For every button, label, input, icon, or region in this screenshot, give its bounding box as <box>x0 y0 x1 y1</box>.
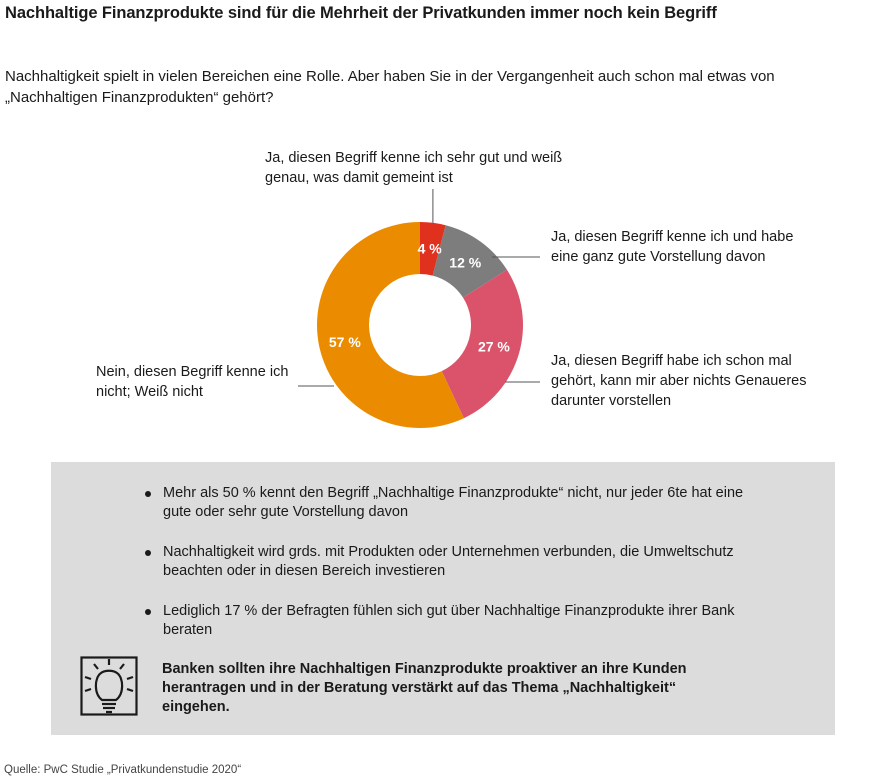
bullet-dot-icon <box>145 491 151 497</box>
insight-bullet-text: Mehr als 50 % kennt den Begriff „Nachhaltige Finanzprodukte“ nicht, nur jeder 6te hat eine gute oder sehr gute Vorstellung davon <box>163 485 744 520</box>
category-label-very-good: Ja, diesen Begriff kenne ich sehr gut und weiß genau, was damit gemeint ist <box>265 150 563 186</box>
insight-bullet <box>145 484 745 522</box>
value-label-heard-of: 27 % <box>477 338 510 355</box>
insight-bullets <box>145 484 745 661</box>
category-label-good: Ja, diesen Begriff kenne ich und habe eine ganz gute Vorstellung davon <box>551 229 794 265</box>
insight-bullet <box>145 602 745 640</box>
value-label-very-good: 4 % <box>417 240 442 257</box>
survey-question: Nachhaltigkeit spielt in vielen Bereichen eine Rolle. Aber haben Sie in der Vergangenheit auch schon mal etwas von „Nachhaltigen Finanzprodukten“ gehört? <box>5 68 775 106</box>
category-label-heard-of: Ja, diesen Begriff habe ich schon mal gehört, kann mir aber nichts Genaueres darunter vorstellen <box>551 353 807 409</box>
insight-bullet-text: Lediglich 17 % der Befragten fühlen sich gut über Nachhaltige Finanzprodukte ihrer Bank beraten <box>163 603 735 638</box>
conclusion-text: Banken sollten ihre Nachhaltigen Finanzprodukte proaktiver an ihre Kunden herantragen und in der Beratung verstärkt auf das Thema „Nachhaltigkeit“ eingehen. <box>162 661 687 715</box>
value-label-good: 12 % <box>449 254 482 271</box>
source-note: Quelle: PwC Studie „Privatkundenstudie 2020“ <box>4 764 242 776</box>
bullet-dot-icon <box>145 550 151 556</box>
bullet-dot-icon <box>145 609 151 615</box>
donut-chart <box>0 140 885 460</box>
lightbulb-icon <box>80 656 138 718</box>
value-label-unknown: 57 % <box>328 333 361 350</box>
insight-bullet-text: Nachhaltigkeit wird grds. mit Produkten oder Unternehmen verbunden, die Umweltschutz beachten oder in diesen Bereich investieren <box>163 544 734 579</box>
chart-title: Nachhaltige Finanzprodukte sind für die Mehrheit der Privatkunden immer noch kein Begriff <box>5 4 717 22</box>
insight-bullet <box>145 543 745 581</box>
category-label-unknown: Nein, diesen Begriff kenne ich nicht; Weiß nicht <box>96 364 289 400</box>
